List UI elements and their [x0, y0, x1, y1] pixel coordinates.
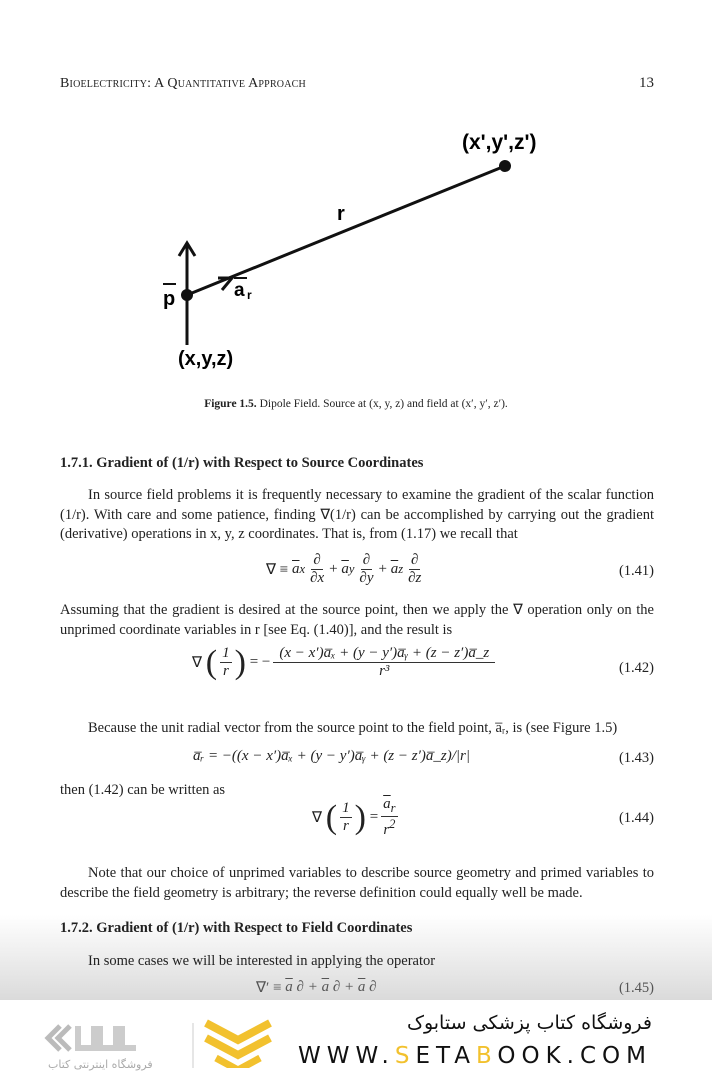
running-title: Bioelectricity: A Quantitative Approach: [60, 76, 306, 91]
p-label: p: [163, 288, 176, 310]
store-url[interactable]: WWW.SETABOOK.COM: [297, 1043, 652, 1069]
field-point-label: (x',y',z'): [462, 131, 537, 154]
section-heading: 1.7.2. Gradient of (1/r) with Respect to Field Coordinates: [60, 920, 413, 936]
paragraph: Because the unit radial vector from the source point to the field point, a̅ᵣ, is (see Figure 1.5): [88, 720, 618, 736]
source-point-label: (x,y,z): [178, 348, 234, 370]
ar-subscript: r: [247, 288, 252, 302]
equation-1-44: ∇ ( $\frac{1}{r}$ ) = $\frac{\overline{a}_r}{r^2}$: [312, 796, 396, 838]
equation-1-41: ∇ ≡ $\overline{a}$ x $\frac{\partial}{\partial x}$ + $\overline{a}$ y $\frac{\partial}{\partial y}$ + $\overline{a}$ z $\frac{\partial}{\partial z}$: [266, 552, 422, 586]
paragraph: Note that our choice of unprimed variables to describe source geometry and primed variables to describe the field geometry is arbitrary; the reverse definition could equally well be made.: [60, 865, 654, 901]
equation-number: (1.44): [618, 810, 654, 826]
equation-1-43: a̅ᵣ = −((x − x′)a̅ₓ + (y − y′)a̅ᵧ + (z − z′)a̅_z)/|r|: [193, 748, 470, 764]
paragraph: Assuming that the gradient is desired at the source point, then we apply the ∇ operation only on the unprimed coordinate variables in r [see Eq. (1.40)], and the result is: [60, 602, 654, 638]
paragraph: In source field problems it is frequently necessary to examine the gradient of the scalar function (1/r). With care and some patience, finding ∇(1/r) can be accomplished by carrying out the gradient (derivative) operations in x, y, z coordinates. That is, from (1.17) we recall that: [60, 487, 654, 542]
store-title: فروشگاه کتاب پزشکی ستابوک: [406, 1012, 652, 1034]
figure-caption: Figure 1.5. Dipole Field. Source at (x, y, z) and field at (x′, y′, z′).: [204, 398, 508, 410]
page-number: 13: [639, 75, 654, 91]
equation-1-42: ∇ ( $\frac{1}{r}$ ) = − $\frac{\text{(x − x′)a̅ₓ + (y − y′)a̅ᵧ + (z − z′)a̅\_z}}{\text{r³}}$: [192, 645, 498, 680]
r-label: r: [337, 203, 345, 225]
paragraph: then (1.42) can be written as: [60, 782, 226, 798]
ar-label: a: [234, 280, 245, 301]
dipole-figure: [0, 100, 712, 390]
equation-number: (1.42): [618, 660, 654, 676]
source-point: [181, 289, 193, 301]
equation-number: (1.41): [618, 563, 654, 579]
equation-number: (1.43): [618, 750, 654, 766]
r-line: [187, 166, 505, 295]
section-heading: 1.7.1. Gradient of (1/r) with Respect to Source Coordinates: [60, 455, 424, 471]
field-point: [499, 160, 511, 172]
paragraph: In some cases we will be interested in applying the operator: [88, 953, 436, 969]
equation-number: (1.45): [618, 980, 654, 996]
equation-1-45: ∇′ ≡ $\overline{a}$ ∂ + $\overline{a}$ ∂ + $\overline{a}$ ∂: [256, 979, 377, 996]
logo-subtitle: فروشگاه اینترنتی کتاب: [48, 1058, 153, 1071]
